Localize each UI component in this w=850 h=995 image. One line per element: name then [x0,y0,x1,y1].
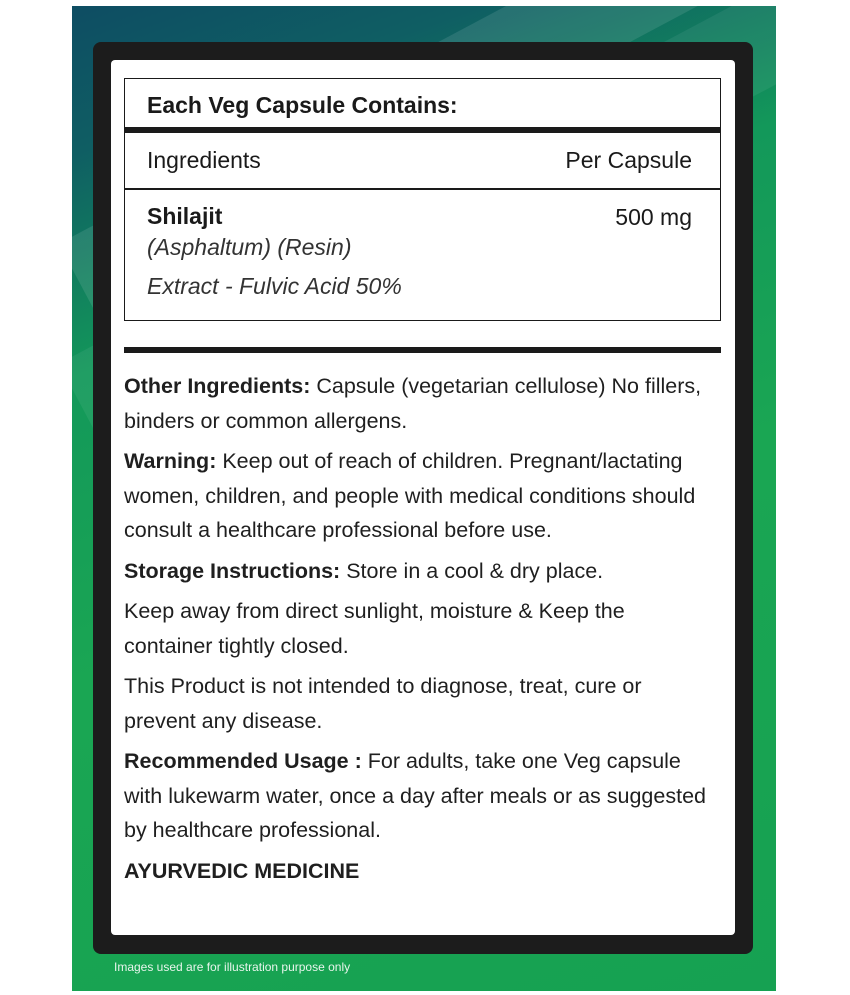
ingredients-table [124,78,721,321]
other-ingredients-text: Capsule (vegetarian cellulose) No fillers, binders or common allergens. [124,374,702,433]
ingredient-detail: (Asphaltum) (Resin) [147,234,352,260]
warning-label: Warning: [124,449,217,473]
ingredient-quantity: 500 mg [615,204,692,230]
warning [124,444,714,548]
product-category: AYURVEDIC MEDICINE [124,858,360,883]
table-row [125,190,720,306]
column-ingredients: Ingredients [147,147,261,173]
storage-instructions [124,554,714,589]
table-header: Each Veg Capsule Contains: [125,79,720,133]
section-divider [124,347,721,353]
storage-text: Store in a cool & dry place. [340,558,604,583]
column-per-capsule: Per Capsule [565,147,692,173]
storage-details: Keep away from direct sunlight, moisture & Keep the container tightly closed. [124,599,625,658]
table-column-headers [125,133,720,190]
other-ingredients [124,369,714,438]
product-information [124,369,714,894]
recommended-usage [124,744,714,848]
usage-label: Recommended Usage : [124,749,362,773]
ingredient-name: Shilajit [147,203,223,229]
storage-label: Storage Instructions: [124,558,341,583]
illustration-disclaimer: Images used are for illustration purpose only [114,960,351,974]
usage-text: For adults, take one Veg capsule with lukewarm water, once a day after meals or as suggested by healthcare professional. [124,749,706,842]
disclaimer: This Product is not intended to diagnose, treat, cure or prevent any disease. [124,674,642,733]
other-ingredients-label: Other Ingredients: [124,374,311,398]
warning-text: Keep out of reach of children. Pregnant/lactating women, children, and people with medical conditions should consult a healthcare professional before use. [124,449,696,542]
ingredient-detail: Extract - Fulvic Acid 50% [147,273,402,299]
